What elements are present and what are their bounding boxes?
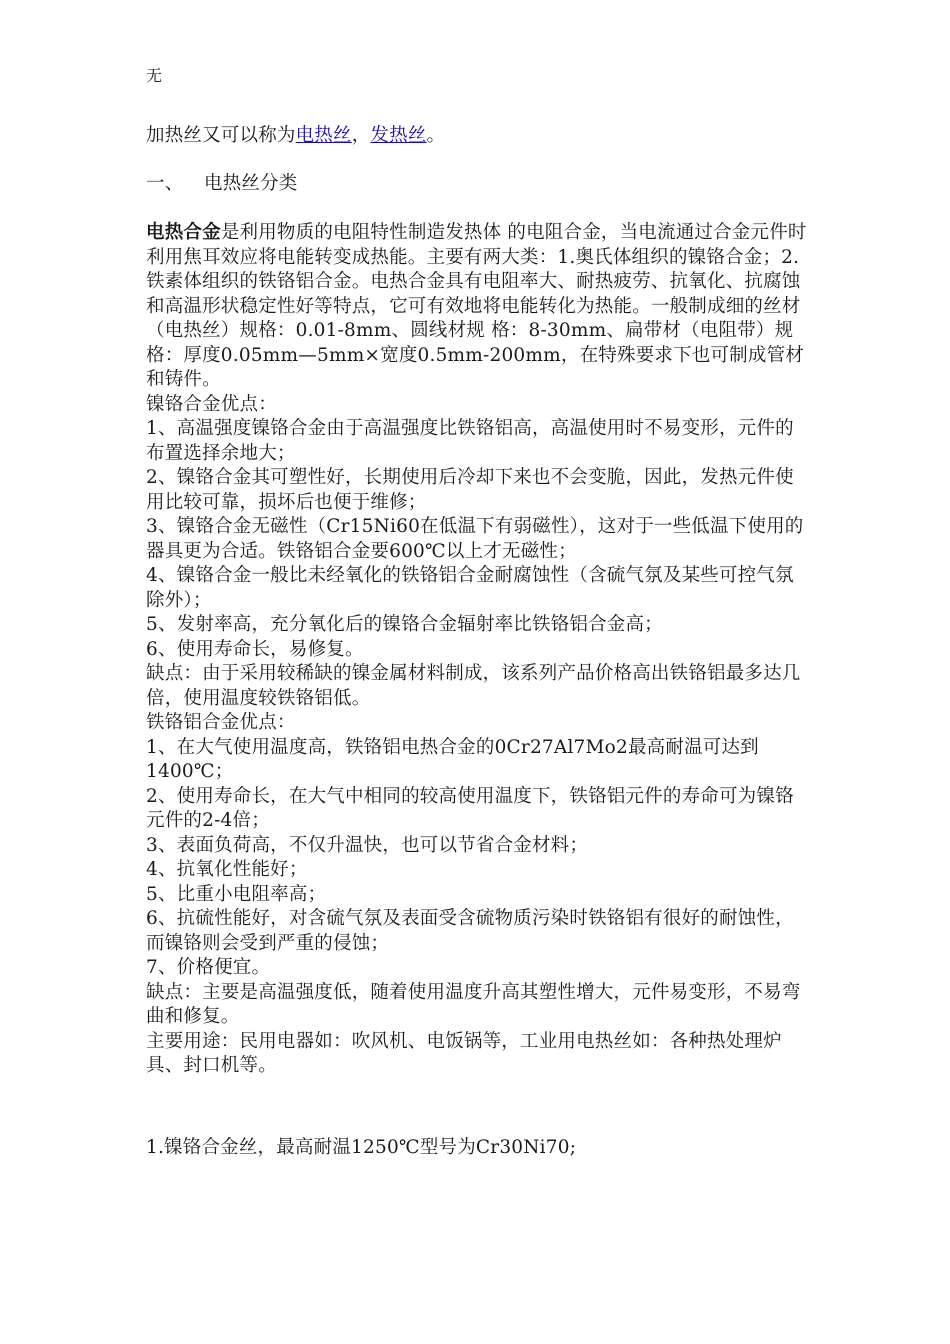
alloy-intro-text: 是利用物质的电阻特性制造发热体 的电阻合金，当电流通过合金元件时利用焦耳效应将电能转变成热能。主要有两大类：1.奥氏体组织的镍铬合金；2.铁素体组织的铁铬铝合金。电热合金具有电阻率大、耐热疲劳、抗氧化、抗腐蚀和高温形状稳定性好等特点，它可有效地将电能转化为热能。一般制成细的丝材（电热丝）规格：0.01-8mm、圆线材规 格：8-30mm、扁带材（电阻带）规格：厚度0.05mm—5mm×宽度0.5mm-200mm，在特殊要求下也可制成管材和铸件。 [146,222,807,390]
intro-prefix: 加热丝又可以称为 [146,125,296,146]
nicr-heading: 镍铬合金优点： [146,393,277,415]
page-header: 无 [146,66,163,85]
nicr-drawback: 缺点：由于采用较稀缺的镍金属材料制成，该系列产品价格高出铁铬铝最多达几倍，使用温度较铁铬铝低。 [146,663,801,709]
fecral-item: 2、使用寿命长，在大气中相同的较高使用温度下，铁铬铝元件的寿命可为镍铬元件的2-4倍； [146,785,794,831]
alloy-intro-paragraph [146,221,810,393]
nicr-item: 2、镍铬合金其可塑性好，长期使用后冷却下来也不会变脆，因此，发热元件使用比较可靠，损坏后也便于维修； [146,467,794,513]
nicr-item: 4、镍铬合金一般比未经氧化的铁铬铝合金耐腐蚀性（含硫气氛及某些可控气氛除外）； [146,565,794,611]
section-heading [146,172,810,197]
fecral-item: 7、价格便宜。 [146,957,271,978]
usage-paragraph: 主要用途：民用电器如：吹风机、电饭锅等，工业用电热丝如：各种热处理炉具、封口机等。 [146,1030,782,1076]
main-body [146,221,810,1079]
nicr-item: 3、镍铬合金无磁性（Cr15Ni60在低温下有弱磁性），这对于一些低温下使用的器具更为合适。铁铬铝合金要600℃以上才无磁性； [146,516,804,562]
fecral-drawback: 缺点：主要是高温强度低，随着使用温度升高其塑性增大，元件易变形，不易弯曲和修复。 [146,981,801,1027]
link-farresi[interactable]: 发热丝 [370,125,427,146]
alloy-term: 电热合金 [146,222,221,243]
fecral-item: 3、表面负荷高，不仅升温快，也可以节省合金材料； [146,834,589,856]
intro-separator: ， [351,125,371,146]
section-number: 一、 [146,173,184,194]
fecral-item: 1、在大气使用温度高，铁铬铝电热合金的0Cr27Al7Mo2最高耐温可达到1400℃； [146,736,759,782]
link-dianresi[interactable]: 电热丝 [295,125,352,146]
fecral-item: 6、抗硫性能好，对含硫气氛及表面受含硫物质污染时铁铬铝有很好的耐蚀性，而镍铬则会受到严重的侵蚀； [146,908,794,954]
nicr-item: 1、高温强度镍铬合金由于高温强度比铁铬铝高，高温使用时不易变形，元件的布置选择余地大； [146,418,794,464]
intro-suffix: 。 [426,125,446,146]
nicr-item: 6、使用寿命长，易修复。 [146,638,364,660]
list-item: 1.镍铬合金丝，最高耐温1250℃型号为Cr30Ni70; [146,1137,577,1158]
nicr-item: 5、发射率高，充分氧化后的镍铬合金辐射率比铁铬铝合金高； [146,614,663,635]
intro-paragraph [146,124,810,149]
section-title: 电热丝分类 [204,173,298,194]
fecral-heading: 铁铬铝合金优点： [146,712,296,733]
fecral-item: 5、比重小电阻率高； [146,883,327,905]
fecral-item: 4、抗氧化性能好； [146,859,308,880]
